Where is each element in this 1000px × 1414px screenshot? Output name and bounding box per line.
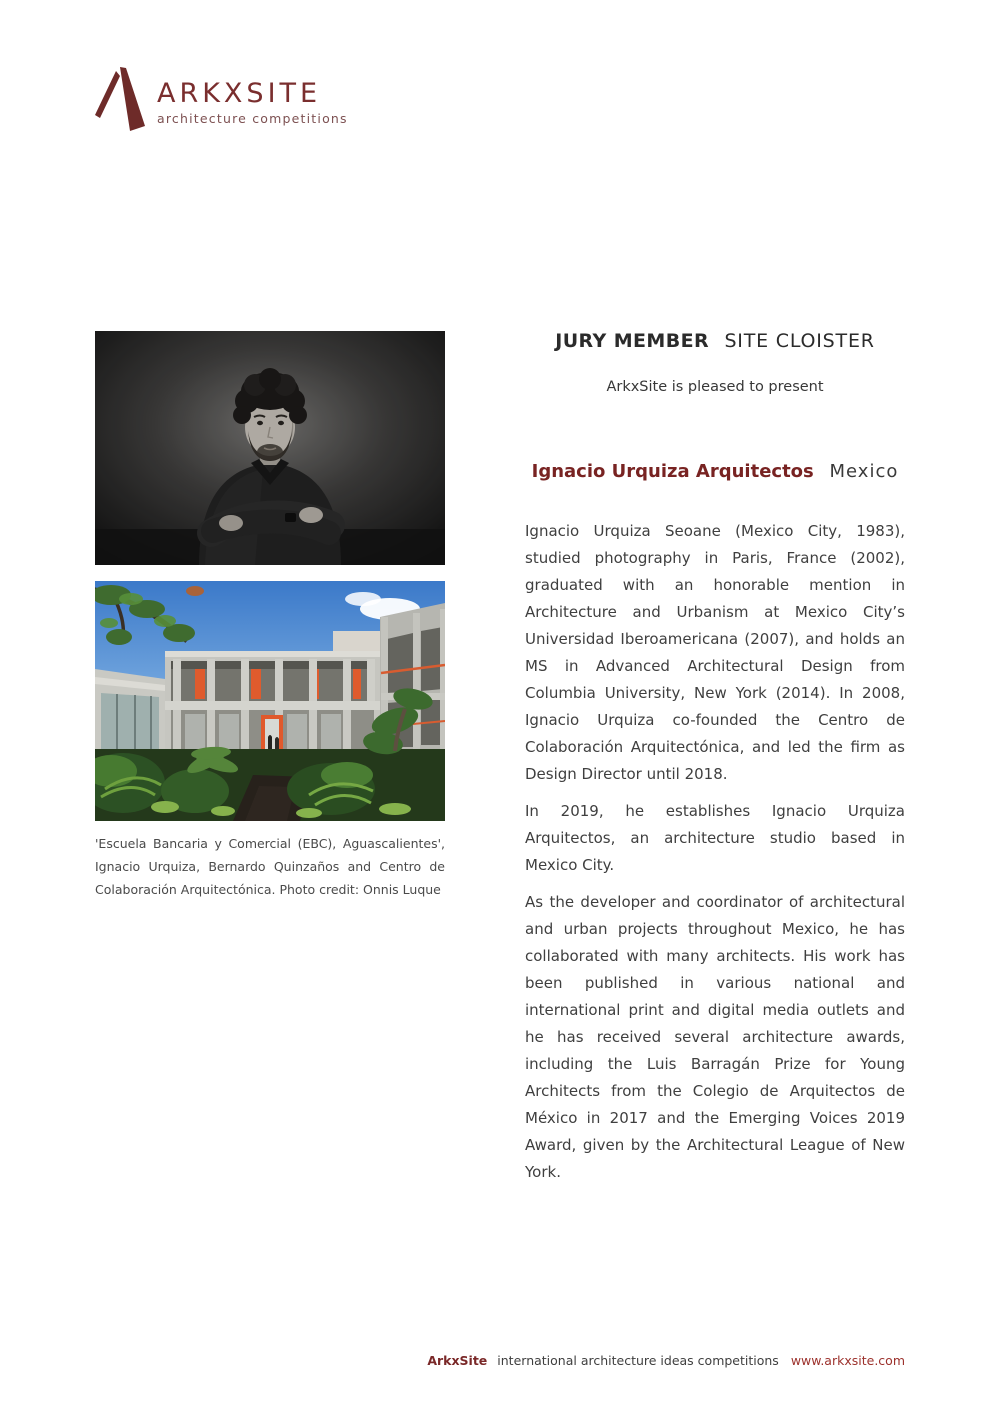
bio-paragraph-2: In 2019, he establishes Ignacio Urquiza Arquitectos, an architecture studio based in Mexico City. — [525, 802, 905, 874]
subtitle: ArkxSite is pleased to present — [606, 379, 824, 395]
courtyard-illustration — [95, 581, 445, 821]
portrait-photo — [95, 331, 445, 565]
logo-tagline: architecture competitions — [157, 111, 348, 126]
footer-text: international architecture ideas competitions — [497, 1353, 779, 1368]
left-column — [95, 331, 445, 901]
bio-paragraph-1: Ignacio Urquiza Seoane (Mexico City, 1983), studied photography in Paris, France (2002), graduated with an honorable mention in Architecture and Urbanism at Mexico City’s Universidad Iberoamericana (2007), and holds an MS in Advanced Architectural Design from Columbia University, New York (2014). In 2008, Ignacio Urquiza co-founded the Centro de Colaboración Arquitectónica, and led the firm as Design Director until 2018. — [525, 522, 905, 783]
page-title — [525, 330, 905, 352]
jury-name-line — [525, 461, 905, 482]
bio-paragraph-3: As the developer and coordinator of architectural and urban projects throughout Mexico, he has collaborated with many architects. His work has been published in various national and international print and digital media outlets and he has received several architecture awards, including the Luis Barragán Prize for Young Architects from the Colegio de Arquitectos de México in 2017 and the Emerging Voices 2019 Award, given by the Architectural League of New York. — [525, 893, 905, 1181]
logo-text — [157, 66, 348, 126]
right-column — [525, 330, 905, 1196]
footer-url-link[interactable]: www.arkxsite.com — [790, 1353, 905, 1368]
footer — [427, 1353, 905, 1368]
portrait-illustration — [95, 331, 445, 565]
footer-brand: ArkxSite — [427, 1353, 488, 1368]
photo-caption: 'Escuela Bancaria y Comercial (EBC), Aguascalientes', Ignacio Urquiza, Bernardo Quinzaños and Centro de Colaboración Arquitectónica. Photo credit: Onnis Luque — [95, 836, 445, 897]
jury-country: Mexico — [829, 461, 899, 482]
bio-section — [525, 518, 905, 1186]
title-jury-member: JURY MEMBER — [555, 330, 709, 352]
arkxsite-logo — [95, 66, 348, 132]
courtyard-photo — [95, 581, 445, 821]
arkxsite-a-mark-icon — [95, 66, 147, 132]
jury-name: Ignacio Urquiza Arquitectos — [531, 461, 814, 482]
logo-brand: ARKXSITE — [157, 78, 322, 109]
title-site-cloister: SITE CLOISTER — [724, 330, 875, 352]
